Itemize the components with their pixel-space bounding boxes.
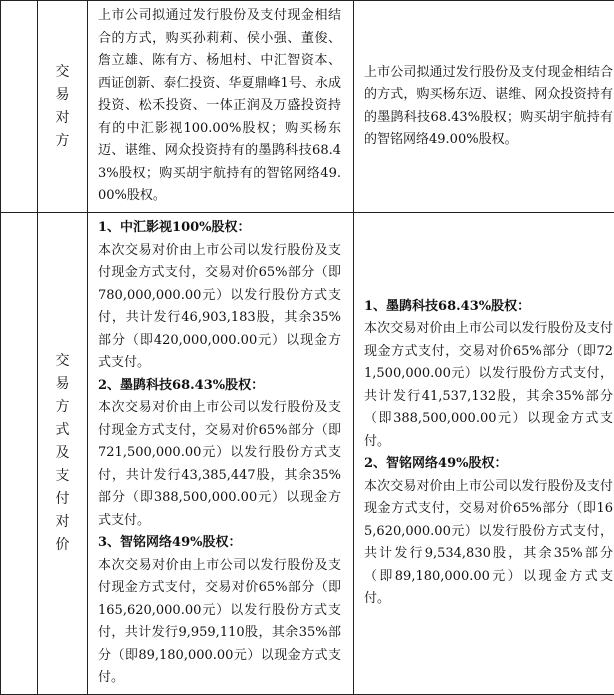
row-label-cell <box>38 1 88 213</box>
left-cell <box>88 213 354 695</box>
item-text: 本次交易对价由上市公司以发行股份及支付现金方式支付，交易对价65%部分（即165,620,000.00元）以发行股份方式支付，共计发行9,959,110股，其余35%部分（即89,180,000.00元）以现金方式支付。 <box>98 555 341 690</box>
item-text: 本次交易对价由上市公司以发行股份及支付现金方式支付，交易对价65%部分（即721,500,000.00元）以发行股份方式支付，共计发行41,537,132股，其余35%部分（即388,500,000.00元）以现金方式支付。 <box>364 318 613 453</box>
left-items <box>88 213 353 694</box>
row-label-cell <box>38 213 88 695</box>
item-text: 本次交易对价由上市公司以发行股份及支付现金方式支付，交易对价65%部分（即165,620,000.00元）以发行股份方式支付，共计发行9,534,830股，其余35%部分（即89,180,000.00元）以现金方式支付。 <box>364 476 613 611</box>
right-cell <box>354 213 614 695</box>
blank-cell <box>1 1 38 213</box>
left-text: 上市公司拟通过发行股份及支付现金相结合的方式，购买孙莉莉、侯小强、董俊、詹立雄、陈有方、杨旭村、中汇智资本、西证创新、泰仁投资、华夏鼎峰1号、永成投资、松禾投资、一体正润及万盛投资持有的中汇影视100.00%股权；购买杨东迈、谌维、网众投资持有的墨鹍科技68.43%股权；购买胡宇航持有的智铭网络49.00%股权。 <box>88 1 353 212</box>
item-text: 本次交易对价由上市公司以发行股份及支付现金方式支付，交易对价65%部分（即721,500,000.00元）以发行股份方式支付，共计发行43,385,447股，其余35%部分（即388,500,000.00元）以现金方式支付。 <box>98 397 341 532</box>
item-heading: 1、墨鹍科技68.43%股权： <box>364 296 613 319</box>
right-text: 上市公司拟通过发行股份及支付现金相结合的方式，购买杨东迈、谌维、网众投资持有的墨鹍科技68.43%股权；购买胡宇航持有的智铭网络49.00%股权。 <box>354 58 614 156</box>
left-cell <box>88 1 354 213</box>
right-cell <box>354 1 614 213</box>
table-row-payment <box>1 213 614 695</box>
row-label: 交易方式及支付对价 <box>56 350 70 557</box>
table-row-counterparty <box>1 1 614 213</box>
item-heading: 2、智铭网络49%股权： <box>364 453 613 476</box>
right-items <box>354 292 614 615</box>
item-text: 本次交易对价由上市公司以发行股份及支付现金方式支付，交易对价65%部分（即780,000,000.00元）以发行股份方式支付，共计发行46,903,183股，其余35%部分（即420,000,000.00元）以现金方式支付。 <box>98 240 341 375</box>
item-heading: 1、中汇影视100%股权： <box>98 217 341 240</box>
item-heading: 2、墨鹍科技68.43%股权： <box>98 375 341 398</box>
row-label: 交易对方 <box>56 61 70 153</box>
item-heading: 3、智铭网络49%股权： <box>98 532 341 555</box>
blank-cell <box>1 213 38 695</box>
